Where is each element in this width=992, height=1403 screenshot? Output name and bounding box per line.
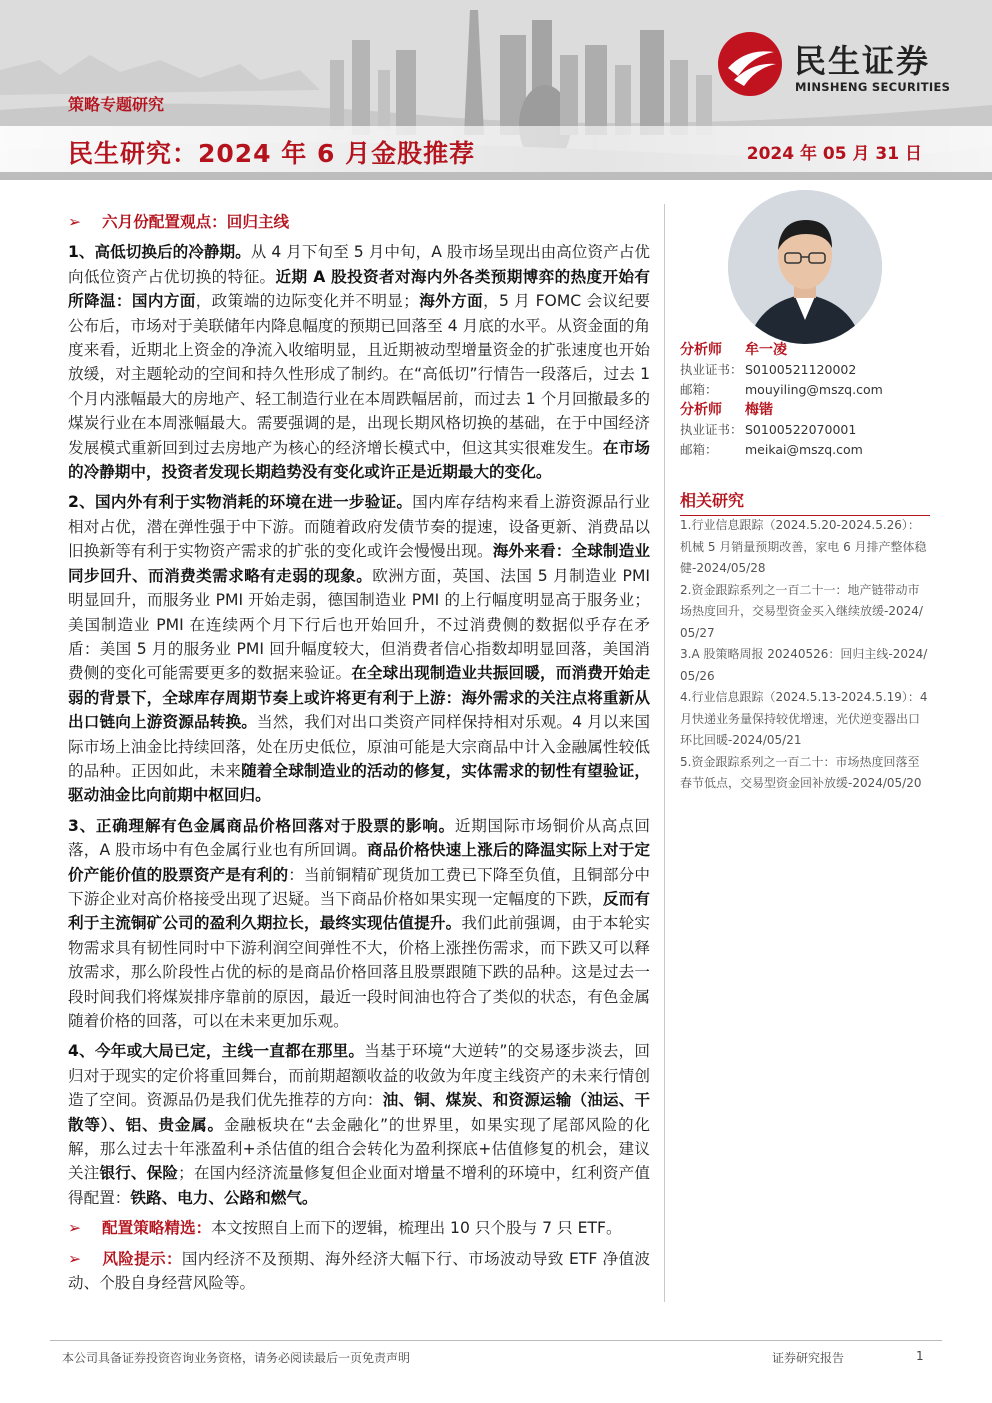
report-category: 策略专题研究 xyxy=(68,95,165,114)
analyst-2-name: 梅锴 xyxy=(745,402,773,418)
report-date: 2024 年 05 月 31 日 xyxy=(746,144,922,164)
analyst-1-role-row: 分析师 牟一凌 xyxy=(680,342,787,358)
paragraph-3: 3、正确理解有色金属商品价格回落对于股票的影响。近期国际市场铜价从高点回落，A 股市场中有色金属行业也有所回调。商品价格快速上涨后的降温实际上对于定价产能价值的股票资产是有利的：当前铜精矿现货加工费已下降至负值，且铜部分中下游企业对高价格接受出现了迟疑。当下商品价格如果实现一定幅度的下跌，反而有利于主流铜矿公司的盈利久期拉长，最终实现估值提升。我们此前强调，由于本轮实物需求具有韧性同时中下游利润空间弹性不大，价格上涨挫伤需求，而下跌又可以释放需求，那么阶段性占优的标的是商品价格回落且股票跟随下跌的品种。这是过去一段时间我们将煤炭排序靠前的原因，最近一段时间油也符合了类似的状态，有色金属随着价格的回落，可以在未来更加乐观。 xyxy=(68,816,650,1030)
related-item[interactable]: 5.资金跟踪系列之一百二十：市场热度回落至春节低点，交易型资金回补放缓-2024/05/20 xyxy=(680,754,922,790)
related-item[interactable]: 2.资金跟踪系列之一百二十一：地产链带动市场热度回升，交易型资金买入继续放缓-2024/05/27 xyxy=(680,582,923,640)
section-strategy-picks: ➢ 配置策略精选：本文按照自上而下的逻辑，梳理出 10 只个股与 7 只 ETF。 xyxy=(68,1216,650,1240)
arrow-bullet-icon: ➢ xyxy=(68,1219,82,1238)
company-logo xyxy=(716,30,966,102)
related-research-list xyxy=(680,515,930,795)
section-risk-warning: ➢ 风险提示：国内经济不及预期、海外经济大幅下行、市场波动导致 ETF 净值波动、个股自身经营风险等。 xyxy=(68,1247,650,1296)
related-item[interactable]: 1.行业信息跟踪（2024.5.20-2024.5.26）：机械 5 月销量预期改善，家电 6 月排产整体稳健-2024/05/28 xyxy=(680,518,927,575)
column-divider xyxy=(664,204,665,1302)
logo-chinese-name: 民生证券 xyxy=(794,42,931,80)
related-item[interactable]: 4.行业信息跟踪（2024.5.13-2024.5.19）：4 月快递业务量保持较优增速，光伏逆变器出口环比回暖-2024/05/21 xyxy=(680,690,928,747)
arrow-bullet-icon: ➢ xyxy=(68,1249,82,1268)
analyst-2-email-link[interactable]: meikai@mszq.com xyxy=(745,442,863,457)
analyst-info xyxy=(680,340,930,460)
person-portrait-icon xyxy=(728,190,882,344)
analyst-1-email-row: 邮箱： mouyiling@mszq.com xyxy=(680,382,883,397)
paragraph-1: 1、高低切换后的冷静期。从 4 月下旬至 5 月中旬，A 股市场呈现出由高位资产占优向低位资产占优切换的特征。近期 A 股投资者对海内外各类预期博弈的热度开始有所降温：国内方面，政策端的边际变化并不明显；海外方面，5 月 FOMC 会议纪要公布后，市场对于美联储年内降息幅度的预期已回落至 4 月底的水平。从资金面的角度来看，近期北上资金的净流入收缩明显，且近期被动型增量资金的扩张速度也开始放缓，对主题轮动的空间和持久性形成了制约。在“高低切”行情告一段落后，过去 1 个月内涨幅最大的房地产、轻工制造行业在本周跌幅居前，而过去 1 个月回撤最多的煤炭行业在本周涨幅最大。需要强调的是，出现长期风格切换的基础，在于中国经济发展模式重新回到过去房地产为核心的经济增长模式中，但这其实很难发生。在市场的冷静期中，投资者发现长期趋势没有变化或许正是近期最大的变化。 xyxy=(68,243,650,482)
analyst-1-email-link[interactable]: mouyiling@mszq.com xyxy=(745,382,883,397)
analyst-2-cert-row: 执业证书： S0100522070001 xyxy=(680,422,857,437)
analyst-photo xyxy=(728,190,882,344)
header-banner xyxy=(0,0,992,180)
analyst-1-cert-row: 执业证书： S0100521120002 xyxy=(680,362,857,377)
arrow-bullet-icon: ➢ xyxy=(68,213,82,231)
page-number: 1 xyxy=(916,1349,924,1363)
analyst-2-email-row: 邮箱： meikai@mszq.com xyxy=(680,442,863,457)
footer-divider xyxy=(50,1340,942,1341)
analyst-2-role-row: 分析师 梅锴 xyxy=(680,402,773,418)
related-research-heading: 相关研究 xyxy=(680,488,930,516)
related-item[interactable]: 3.A 股策略周报 20240526：回归主线-2024/05/26 xyxy=(680,647,928,683)
analyst-1-name: 牟一凌 xyxy=(745,342,787,358)
logo-english-name: MINSHENG SECURITIES xyxy=(795,80,951,94)
report-title: 民生研究：2024 年 6 月金股推荐 xyxy=(68,139,476,168)
footer-disclaimer: 本公司具备证券投资咨询业务资格，请务必阅读最后一页免责声明 xyxy=(62,1351,411,1365)
paragraph-4: 4、今年或大局已定，主线一直都在那里。当基于环境“大逆转”的交易逐步淡去，回归对于现实的定价将重回舞台，而前期超额收益的收敛为年度主线资产的未来行情创造了空间。资源品仍是我们优先推荐的方向：油、铜、煤炭、和资源运输（油运、干散等）、铝、贵金属。金融板块在“去金融化”的世界里，如果实现了尾部风险的化解，那么过去十年涨盈利+杀估值的组合会转化为盈利探底+估值修复的机会，建议关注银行、保险；在国内经济流量修复但企业面对增量不增利的环境中，红利资产值得配置：铁路、电力、公路和燃气。 xyxy=(68,1042,650,1207)
main-body xyxy=(68,210,650,1301)
footer-report-type: 证券研究报告 xyxy=(772,1351,845,1365)
paragraph-2: 2、国内外有利于实物消耗的环境在进一步验证。国内库存结构来看上游资源品行业相对占优，潜在弹性强于中下游。而随着政府发债节奏的提速，设备更新、消费品以旧换新等有利于实物资产需求的扩张的变化或许会慢慢出现。海外来看：全球制造业同步回升、而消费类需求略有走弱的现象。欧洲方面，英国、法国 5 月制造业 PMI 明显回升，而服务业 PMI 开始走弱，德国制造业 PMI 的上行幅度明显高于服务业；美国制造业 PMI 在连续两个月下行后也开始回升，不过消费侧的数据似乎存在矛盾：美国 5 月的服务业 PMI 回升幅度较大，但消费者信心指数却明显回落，美国消费侧的变化可能需要更多的数据来验证。在全球出现制造业共振回暖，而消费开始走弱的背景下，全球库存周期节奏上或许将更有利于上游：海外需求的关注点将重新从出口链向上游资源品转换。当然，我们对出口类资产同样保持相对乐观。4 月以来国际市场上油金比持续回落，处在历史低位，原油可能是大宗商品中计入金融属性较低的品种。正因如此，未来随着全球制造业的活动的修复，实体需求的韧性有望验证，驱动油金比向前期中枢回归。 xyxy=(68,493,650,805)
section-heading-allocation: ➢ 六月份配置观点：回归主线 xyxy=(68,210,650,234)
minsheng-logo-icon xyxy=(716,30,784,98)
